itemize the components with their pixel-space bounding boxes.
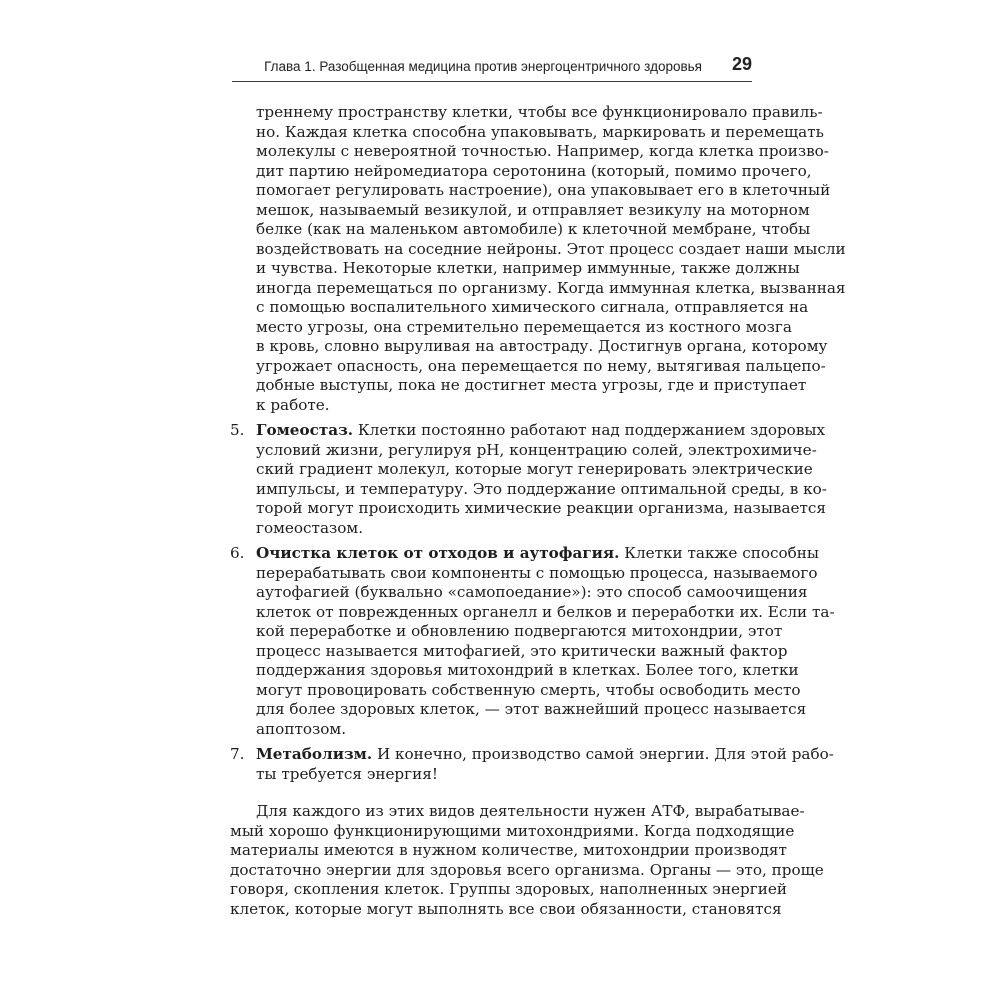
text-line: могут провоцировать собственную смерть, чтобы освободить место: [256, 680, 801, 699]
page-number: 29: [731, 54, 752, 74]
list-item-title: Гомеостаз.: [256, 421, 354, 439]
text-line: добные выступы, пока не достигнет места угрозы, где и приступает: [256, 376, 807, 394]
text-line: говоря, скопления клеток. Группы здоровых, наполненных энергией: [230, 880, 787, 898]
text-line: клеток, которые могут выполнять все свои обязанности, становятся: [230, 899, 782, 918]
list-item-title: Метаболизм.: [256, 745, 373, 763]
list-item-title: Очистка клеток от отходов и аутофагия.: [256, 544, 620, 562]
text-line: мый хорошо функционирующими митохондриями. Когда подходящие: [230, 821, 795, 840]
text-line: мешок, называемый везикулой, и отправляет везикулу на моторном: [256, 200, 810, 219]
text-line: гомеостазом.: [256, 518, 364, 537]
text-line: место угрозы, она стремительно перемещается из костного мозга: [256, 317, 792, 336]
text-line: молекулы с невероятной точностью. Например, когда клетка произво-: [256, 142, 829, 160]
text-line: и чувства. Некоторые клетки, например иммунные, также должны: [256, 259, 800, 277]
text-line: для более здоровых клеток, — этот важнейший процесс называется: [256, 700, 807, 718]
list-item-continuation: [230, 103, 846, 415]
list-item-text: Клетки также способны: [619, 544, 819, 562]
text-line: апоптозом.: [256, 719, 347, 738]
text-line: ский градиент молекул, которые могут генерировать электрические: [256, 460, 813, 478]
text-line: [256, 544, 819, 564]
text-line: к работе.: [256, 395, 330, 414]
text-line: условий жизни, регулируя pH, концентрацию солей, электрохимиче-: [256, 440, 817, 459]
text-line: торой могут происходить химические реакции организма, называется: [256, 499, 826, 517]
text-line: материалы имеются в нужном количестве, митохондрии производят: [230, 841, 787, 859]
list-item-number: 5.: [230, 421, 245, 439]
text-line: аутофагией (буквально «самопоедание»): это способ самоочищения: [256, 583, 808, 601]
list-item-text: Клетки постоянно работают над поддержанием здоровых: [353, 421, 826, 439]
text-line: но. Каждая клетка способна упаковывать, маркировать и перемещать: [256, 122, 824, 141]
text-line: иногда перемещаться по организму. Когда иммунная клетка, вызванная: [256, 278, 846, 297]
closing-paragraph: [230, 802, 824, 919]
text-line: [256, 745, 834, 765]
list-item-metabolism: [230, 745, 834, 784]
list-item-autophagy: [230, 544, 835, 739]
text-line: воздействовать на соседние нейроны. Этот процесс создает наши мысли: [256, 239, 846, 258]
text-line: импульсы, и температуру. Это поддержание оптимальной среды, в ко-: [256, 479, 827, 498]
text-line: дит партию нейромедиатора серотонина (который, помимо прочего,: [256, 161, 812, 180]
text-line: треннему пространству клетки, чтобы все функционировало правиль-: [256, 103, 823, 121]
text-line: [256, 421, 826, 441]
running-title: Глава 1. Разобщенная медицина против энергоцентричного здоровья: [264, 59, 702, 74]
text-line: угрожает опасность, она перемещается по нему, вытягивая пальцепо-: [256, 356, 826, 375]
text-line: с помощью воспалительного химического сигнала, отправляется на: [256, 298, 809, 316]
text-line: перерабатывать свои компоненты с помощью процесса, называемого: [256, 563, 818, 582]
running-header: [232, 55, 752, 82]
text-line: поддержания здоровья митохондрий в клетках. Более того, клетки: [256, 661, 799, 679]
text-line: в кровь, словно выруливая на автостраду. Достигнув органа, которому: [256, 337, 828, 355]
text-line: достаточно энергии для здоровья всего организма. Органы — это, проще: [230, 860, 824, 879]
list-item-homeostasis: [230, 421, 827, 538]
body-text: [230, 103, 846, 919]
text-line: белке (как на маленьком автомобиле) к клеточной мембране, чтобы: [256, 220, 811, 238]
text-line: помогает регулировать настроение), она упаковывает его в клеточный: [256, 181, 831, 199]
list-item-number: 7.: [230, 745, 245, 763]
text-line: клеток от поврежденных органелл и белков и переработки их. Если та-: [256, 602, 835, 621]
text-line: процесс называется митофагией, это критически важный фактор: [256, 641, 788, 660]
list-item-number: 6.: [230, 544, 245, 562]
text-line: Для каждого из этих видов деятельности нужен АТФ, вырабатывае-: [256, 802, 805, 820]
text-line: ты требуется энергия!: [256, 764, 438, 783]
text-line: кой переработке и обновлению подвергаются митохондрии, этот: [256, 622, 783, 640]
list-item-text: И конечно, производство самой энергии. Для этой рабо-: [372, 745, 834, 763]
